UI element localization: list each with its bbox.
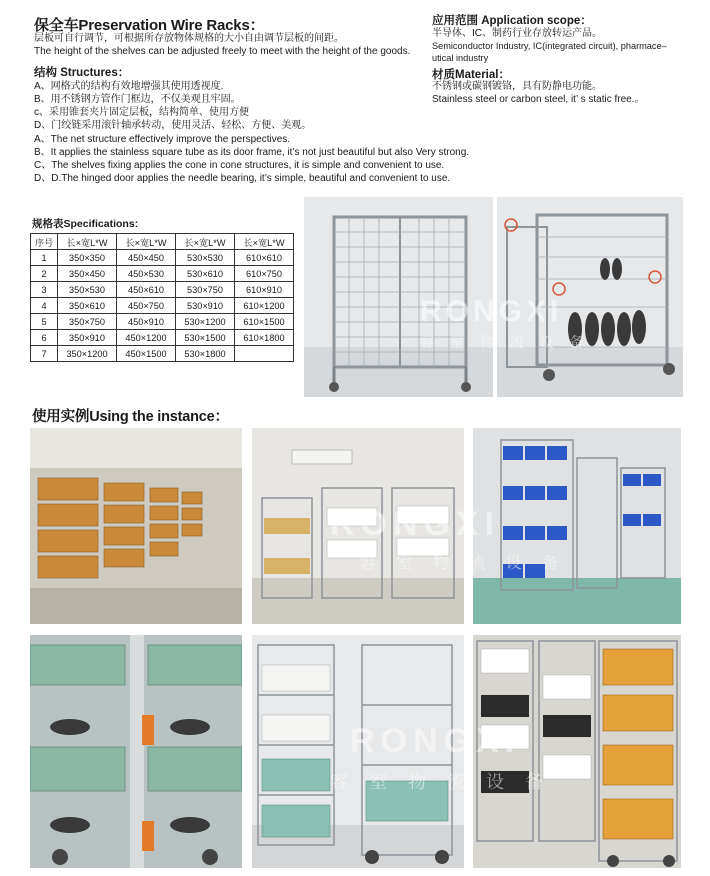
table-cell: 350×350 (58, 250, 117, 266)
structures-heading: 结构 Structures： (34, 67, 130, 79)
scope-heading: 应用范围 Application scope： (432, 15, 592, 27)
table-row (31, 298, 294, 314)
material-heading: 材质Material： (432, 69, 510, 81)
header-size-2: 长×宽L*W (117, 234, 176, 250)
table-cell: 530×1200 (176, 314, 235, 330)
table-cell: 350×450 (58, 266, 117, 282)
table-row (31, 266, 294, 282)
watermark-brand-middle: RONGXI (330, 505, 501, 543)
table-cell: 1 (31, 250, 58, 266)
structure-en-d: D、D.The hinged door applies the needle bearing, it’s simple, beautiful and convenient to use. (34, 173, 451, 184)
structure-en-b: B、It applies the stainless square tube as its door frame, it’s not just beautiful but also Very strong. (34, 147, 470, 158)
watermark-brand-bottom: RONGXI (350, 722, 521, 760)
table-cell: 4 (31, 298, 58, 314)
material-cn: 不锈钢或碳钢镀铬，具有防静电功能。 (432, 81, 602, 92)
intro-en: The height of the shelves can be adjusted freely to meet with the height of the goods. (34, 46, 411, 57)
table-cell: 7 (31, 346, 58, 362)
table-cell: 450×450 (117, 250, 176, 266)
structure-cn-a: A、网格式的结构有效地增强其使用透视度. (34, 81, 224, 92)
watermark-brand-top: RONGXI (420, 295, 563, 328)
specs-heading: 规格表Specifications: (32, 218, 139, 230)
table-cell: 2 (31, 266, 58, 282)
table-cell: 530×750 (176, 282, 235, 298)
table-cell: 450×750 (117, 298, 176, 314)
scope-en-line2: utical industry (432, 53, 489, 63)
structure-cn-c: c、采用锥套夹片固定层板，结构简单、使用方便 (34, 107, 249, 118)
table-cell: 350×910 (58, 330, 117, 346)
structure-cn-d: D、门绞链采用滚针轴承转动，使用灵活、轻松、方便、美观。 (34, 120, 312, 131)
instance-heading: 使用实例Using the instance： (32, 409, 229, 425)
table-cell: 530×610 (176, 266, 235, 282)
table-cell: 610×1500 (235, 314, 294, 330)
table-cell: 450×1500 (117, 346, 176, 362)
table-cell: 3 (31, 282, 58, 298)
table-cell: 450×610 (117, 282, 176, 298)
table-cell: 350×530 (58, 282, 117, 298)
table-cell: 610×610 (235, 250, 294, 266)
watermark-cn-top: 容 室 物 流 设 备 (420, 334, 590, 350)
table-cell: 530×1500 (176, 330, 235, 346)
structure-en-c: C、The shelves fixing applies the cone in cone structures, it is simple and convenient to use. (34, 160, 445, 171)
table-cell: 530×910 (176, 298, 235, 314)
specs-table (30, 233, 294, 362)
instance-photo-green-bins (30, 635, 242, 868)
table-cell: 610×910 (235, 282, 294, 298)
header-size-1: 长×宽L*W (58, 234, 117, 250)
table-cell: 450×530 (117, 266, 176, 282)
header-size-3: 长×宽L*W (176, 234, 235, 250)
table-cell: 5 (31, 314, 58, 330)
table-row (31, 314, 294, 330)
header-size-4: 长×宽L*W (235, 234, 294, 250)
instance-photo-blue-bins (473, 428, 681, 624)
material-en: Stainless steel or carbon steel, it’ s static free.。 (432, 94, 645, 105)
table-header-row (31, 234, 294, 250)
structure-cn-b: B、用不锈钢方管作门框边，不仅美观且牢固。 (34, 94, 241, 105)
table-cell: 610×750 (235, 266, 294, 282)
table-row (31, 346, 294, 362)
scope-cn: 半导体、IC、制药行业存放转运产品。 (432, 28, 602, 39)
watermark-cn-bottom: 容 室 物 流 设 备 (330, 772, 552, 792)
table-cell: 6 (31, 330, 58, 346)
table-row (31, 330, 294, 346)
page-title: 保全车Preservation Wire Racks： (34, 17, 265, 34)
table-cell: 450×910 (117, 314, 176, 330)
table-row (31, 282, 294, 298)
structure-en-a: A、The net structure effectively improve the perspectives. (34, 134, 291, 145)
table-cell: 610×1800 (235, 330, 294, 346)
instance-photo-cartons (30, 428, 242, 624)
table-cell: 610×1200 (235, 298, 294, 314)
header-index: 序号 (31, 234, 58, 250)
table-cell: 350×1200 (58, 346, 117, 362)
table-cell: 530×1800 (176, 346, 235, 362)
table-cell: 450×1200 (117, 330, 176, 346)
table-cell: 530×530 (176, 250, 235, 266)
table-cell: 350×750 (58, 314, 117, 330)
table-cell: 350×610 (58, 298, 117, 314)
table-cell (235, 346, 294, 362)
intro-cn: 层板可自行调节，可根据所存放物体规格的大小自由调节层板的间距。 (34, 33, 344, 44)
scope-en-line1: Semiconductor Industry, IC(integrated circuit), pharmace– (432, 41, 667, 51)
watermark-cn-middle: 容 室 物 流 设 备 (360, 555, 567, 572)
table-row (31, 250, 294, 266)
